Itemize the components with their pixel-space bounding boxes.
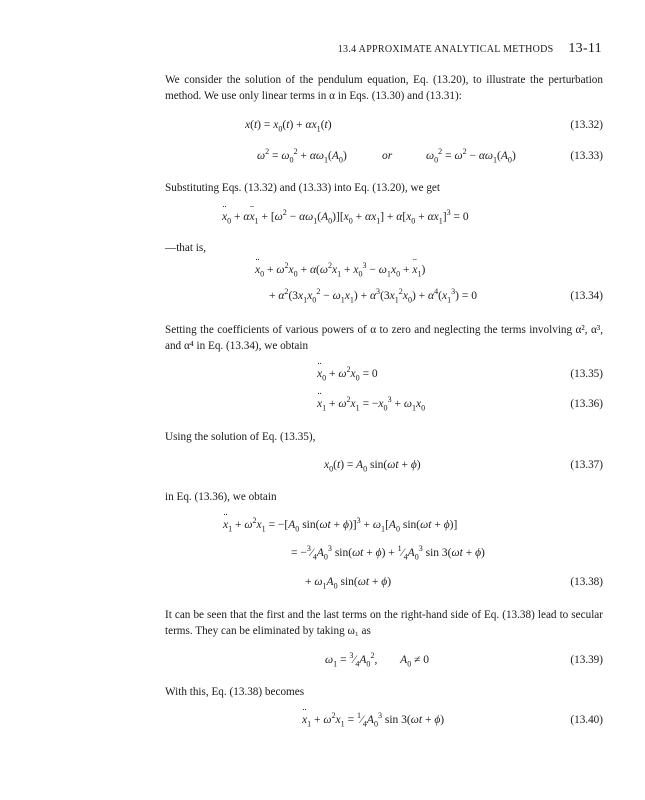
equation-13-39-math: $\omega_1$ = $^3⁄_4A_0^2$, $A_0 \ne 0$ <box>325 651 430 669</box>
equation-substituted <box>165 208 603 227</box>
equation-13-38-line-3-math: + $\omega_1A_0$ sin(ωt + ϕ) <box>305 576 392 591</box>
paragraph-2: Substituting Eqs. (13.32) and (13.33) into Eq. (13.20), we get <box>165 182 440 194</box>
equation-13-37 <box>165 459 603 475</box>
section-title: 13.4 APPROXIMATE ANALYTICAL METHODS <box>337 44 554 55</box>
equation-13-34-math: + $\alpha^2(3x_1x_0^2 - \omega_1x_1) + \alpha^3(3x_1^2x_0) + \alpha^4(x_1^3) = 0$ <box>269 287 477 305</box>
equation-13-38-line-1 <box>165 516 603 535</box>
paragraph-4: Setting the coefficients of various powers of α to zero and neglecting the terms involving α², α³, and α⁴ in Eq. (13.34), we obtain <box>165 324 603 352</box>
page-number: 13-11 <box>568 41 602 56</box>
equation-13-33-right: $\omega_0^2 = \omega^2 - \alpha\omega_1(A_0)$ <box>426 147 516 165</box>
paragraph-1: We consider the solution of the pendulum equation, Eq. (13.20), to illustrate the perturbation method. We use only linear terms in α in Eqs. (13.30) and (13.31): <box>165 74 603 102</box>
equation-number: (13.37) <box>570 459 603 471</box>
equation-13-32 <box>165 119 603 135</box>
equation-13-33 <box>165 147 603 166</box>
equation-13-39 <box>165 651 603 670</box>
equation-13-38-line-2-math: = $-^3⁄_4A_0^3$ $\sin(\omega t + \phi) + ^1⁄_4A_0^3$ sin 3(ωt + ϕ) <box>291 544 485 562</box>
equation-substituted-math: ¨ $x_0$ + α¨ $x_1 + [\omega^2 - \alpha\omega_1(A_0)][x_0 + \alpha x_1] + \alpha[x_0 + \alpha x_1]^3 = 0$ <box>222 211 469 223</box>
equation-number: (13.35) <box>570 368 603 380</box>
equation-13-38 <box>165 576 603 592</box>
equation-number: (13.33) <box>570 150 603 162</box>
equation-13-36-math: ¨ $x_1 + \omega^2x_1 = -x_0^3 + \omega_1x_0$ <box>317 398 425 410</box>
equation-13-36 <box>165 395 603 414</box>
equation-13-40 <box>165 711 603 730</box>
paragraph-7: It can be seen that the first and the last terms on the right-hand side of Eq. (13.38) lead to secular terms. They can be eliminated by taking ω₁ as <box>165 609 603 637</box>
equation-13-32-math: $x(t) = x_0(t) + \alpha x_1(t)$ <box>245 119 332 134</box>
equation-expanded <box>165 261 603 280</box>
equation-13-37-math: $x_0(t) = A_0$ sin(ωt + ϕ) <box>324 459 421 474</box>
equation-13-35 <box>165 365 603 384</box>
equation-number: (13.34) <box>570 290 603 302</box>
equation-13-40-math: ¨ $x_1 + \omega^2x_1$ = $^1⁄_4A_0^3$ sin 3(ωt + ϕ) <box>302 714 444 726</box>
paragraph-5: Using the solution of Eq. (13.35), <box>165 431 316 443</box>
equation-13-38-line-1-math: ¨ $x_1 + \omega^2x_1 = -[A_0$ $\sin(\omega t + \phi)]^3 + \omega_1[A_0$ sin(ωt + ϕ)] <box>223 519 457 531</box>
paragraph-3: —that is, <box>165 242 207 254</box>
equation-13-38-line-2 <box>165 544 603 563</box>
equation-13-34 <box>165 287 603 306</box>
equation-number: (13.40) <box>570 714 603 726</box>
equation-number: (13.38) <box>570 576 603 588</box>
equation-13-33-or: or <box>382 150 393 162</box>
equation-number: (13.36) <box>570 398 603 410</box>
equation-number: (13.32) <box>570 119 603 131</box>
paragraph-6: in Eq. (13.36), we obtain <box>165 491 277 503</box>
equation-expanded-line-1: ¨ $x_0 + \omega^2x_0 + \alpha(\omega^2x_1 + x_0^3 - \omega_1x_0$ + ¨ $x_1$) <box>255 264 425 276</box>
equation-13-33-left: $\omega^2 = \omega_0^2 + \alpha\omega_1(A_0)$ <box>257 147 347 165</box>
paragraph-8: With this, Eq. (13.38) becomes <box>165 686 305 698</box>
running-header <box>338 41 602 57</box>
equation-13-35-math: ¨ $x_0 + \omega^2x_0 = 0$ <box>317 368 378 380</box>
equation-number: (13.39) <box>570 654 603 666</box>
